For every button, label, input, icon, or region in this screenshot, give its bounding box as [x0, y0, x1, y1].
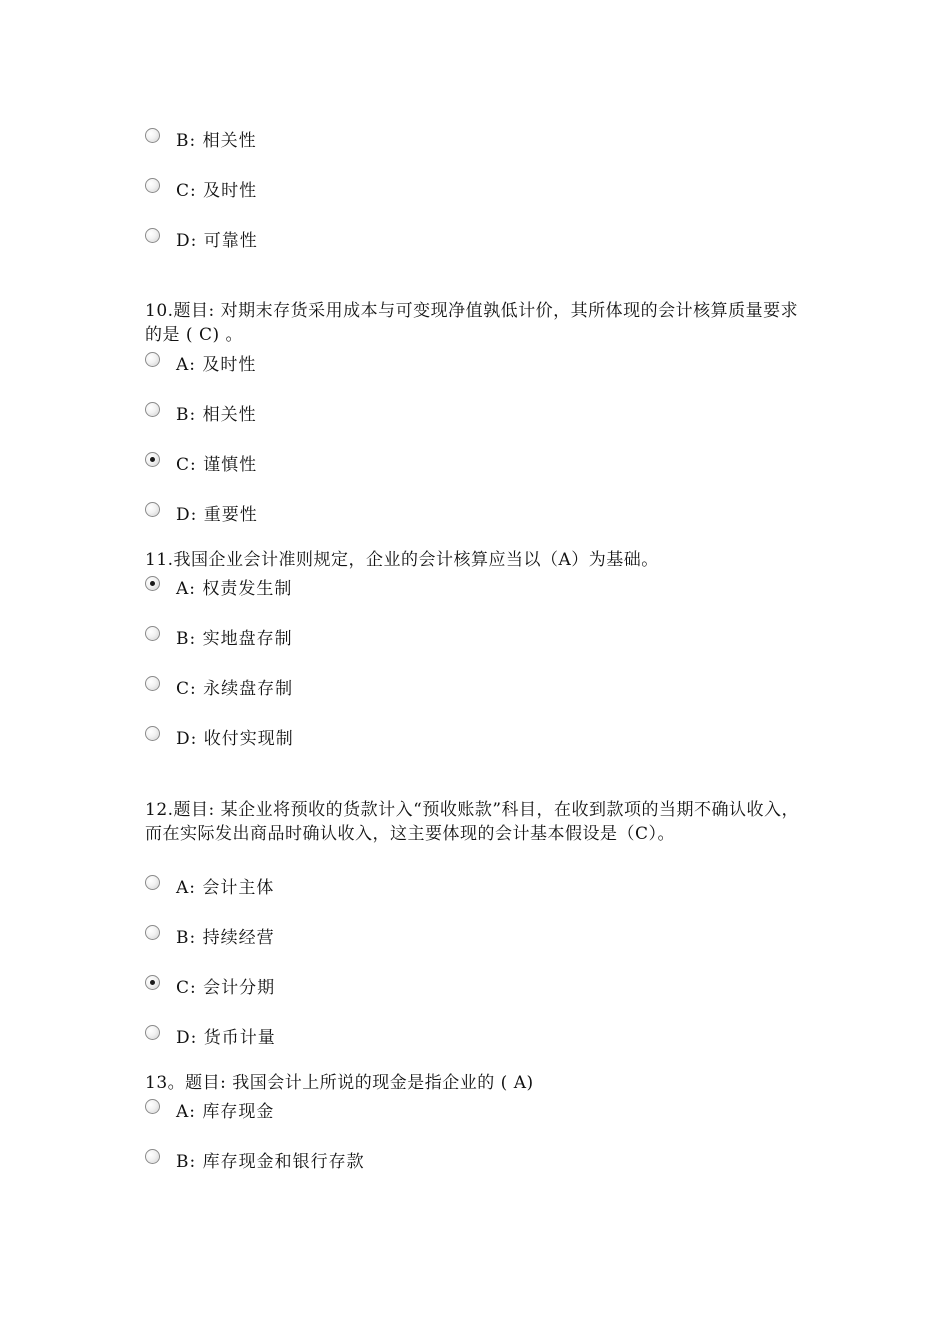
option-label: A: 会计主体	[176, 878, 275, 898]
radio-button-icon[interactable]	[145, 178, 160, 193]
radio-button-icon[interactable]	[145, 925, 160, 940]
option-label: A: 权责发生制	[176, 579, 293, 599]
option-label: B: 库存现金和银行存款	[176, 1152, 365, 1172]
radio-button-icon[interactable]	[145, 402, 160, 417]
radio-button-checked-icon[interactable]	[145, 975, 160, 990]
radio-button-icon[interactable]	[145, 626, 160, 641]
question-11-text: 11.我国企业会计准则规定，企业的会计核算应当以（A）为基础。	[145, 550, 659, 570]
option-label: B: 相关性	[176, 405, 257, 425]
radio-button-icon[interactable]	[145, 726, 160, 741]
radio-button-icon[interactable]	[145, 1025, 160, 1040]
radio-button-checked-icon[interactable]	[145, 452, 160, 467]
radio-button-icon[interactable]	[145, 676, 160, 691]
radio-button-icon[interactable]	[145, 1099, 160, 1114]
option-label: D: 货币计量	[176, 1028, 276, 1048]
option-label: D: 可靠性	[176, 231, 258, 251]
option-label: D: 重要性	[176, 505, 258, 525]
radio-button-icon[interactable]	[145, 228, 160, 243]
radio-button-checked-icon[interactable]	[145, 576, 160, 591]
option-label: C: 谨慎性	[176, 455, 258, 475]
radio-button-icon[interactable]	[145, 1149, 160, 1164]
question-13-text: 13。题目: 我国会计上所说的现金是指企业的 ( A)	[145, 1073, 534, 1093]
question-12-text: 12.题目: 某企业将预收的货款计入“预收账款”科目，在收到款项的当期不确认收入，而在实际发出商品时确认收入，这主要体现的会计基本假设是（C）。	[145, 800, 800, 844]
option-label: A: 库存现金	[176, 1102, 275, 1122]
option-label: C: 会计分期	[176, 978, 276, 998]
question-10-text: 10.题目: 对期末存货采用成本与可变现净值孰低计价，其所体现的会计核算质量要求的是 ( C) 。	[145, 301, 799, 345]
option-label: D: 收付实现制	[176, 729, 294, 749]
option-label: B: 实地盘存制	[176, 629, 293, 649]
option-label: A: 及时性	[176, 355, 257, 375]
option-label: C: 及时性	[176, 181, 258, 201]
radio-button-icon[interactable]	[145, 128, 160, 143]
radio-button-icon[interactable]	[145, 352, 160, 367]
option-label: B: 相关性	[176, 131, 257, 151]
option-label: B: 持续经营	[176, 928, 275, 948]
radio-button-icon[interactable]	[145, 502, 160, 517]
radio-button-icon[interactable]	[145, 875, 160, 890]
option-label: C: 永续盘存制	[176, 679, 294, 699]
